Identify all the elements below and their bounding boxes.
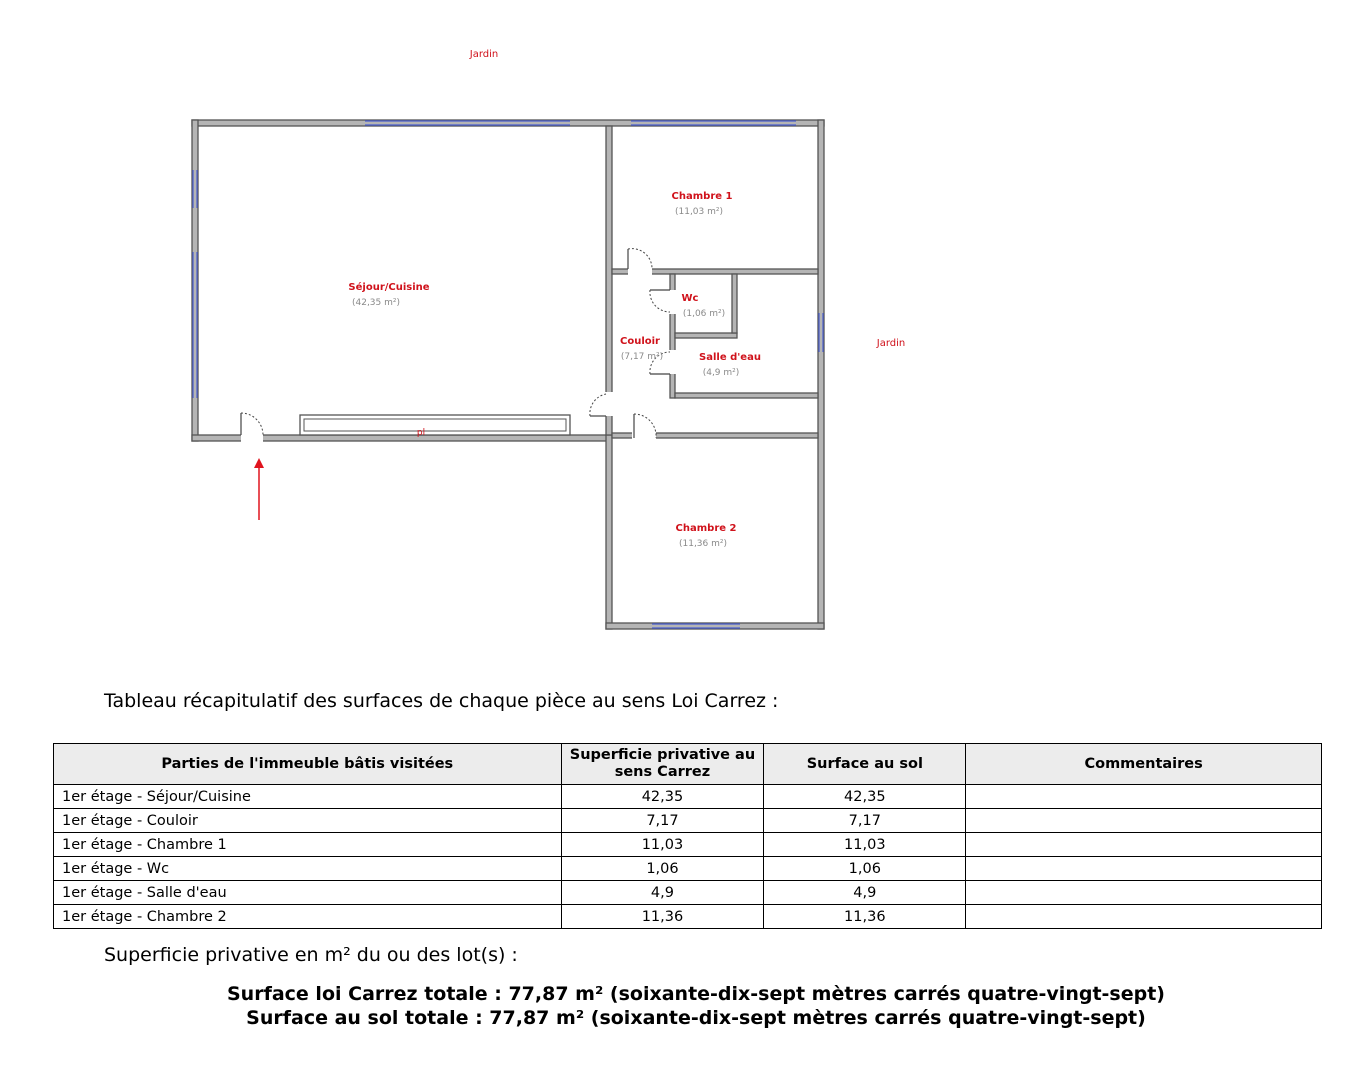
cell-partie: 1er étage - Chambre 2 <box>54 905 562 929</box>
room-name-couloir: Couloir <box>620 336 660 347</box>
cell-sol: 4,9 <box>764 881 966 905</box>
cell-commentaire <box>966 881 1322 905</box>
room-name-chambre-1: Chambre 1 <box>671 191 733 202</box>
header-parties: Parties de l'immeuble bâtis visitées <box>54 744 562 785</box>
table-row <box>54 809 1322 833</box>
cell-carrez: 1,06 <box>561 857 764 881</box>
cell-partie: 1er étage - Séjour/Cuisine <box>54 785 562 809</box>
garden-label-top: Jardin <box>469 49 499 60</box>
table-row <box>54 905 1322 929</box>
table-row <box>54 857 1322 881</box>
cell-partie: 1er étage - Chambre 1 <box>54 833 562 857</box>
room-area-salle-deau: (4,9 m²) <box>702 368 740 378</box>
cell-carrez: 11,03 <box>561 833 764 857</box>
total-carrez: Surface loi Carrez totale : 77,87 m² (soixante-dix-sept mètres carrés quatre-vingt-sept) <box>227 983 1165 1005</box>
cell-carrez: 11,36 <box>561 905 764 929</box>
cell-commentaire <box>966 785 1322 809</box>
room-area-wc: (1,06 m²) <box>682 309 726 319</box>
total-sol: Surface au sol totale : 77,87 m² (soixante-dix-sept mètres carrés quatre-vingt-sept) <box>246 1007 1146 1029</box>
table-row <box>54 833 1322 857</box>
room-area-chambre-2: (11,36 m²) <box>678 539 728 549</box>
cell-sol: 42,35 <box>764 785 966 809</box>
room-name-chambre-2: Chambre 2 <box>675 523 737 534</box>
cell-sol: 11,36 <box>764 905 966 929</box>
cell-partie: 1er étage - Wc <box>54 857 562 881</box>
table-row <box>54 881 1322 905</box>
room-area-sejour: (42,35 m²) <box>351 298 401 308</box>
cell-sol: 1,06 <box>764 857 966 881</box>
surface-table <box>53 743 1322 929</box>
cell-partie: 1er étage - Salle d'eau <box>54 881 562 905</box>
cell-partie: 1er étage - Couloir <box>54 809 562 833</box>
table-row <box>54 785 1322 809</box>
closet-label: pl <box>416 428 426 438</box>
room-name-salle-deau: Salle d'eau <box>699 352 761 363</box>
table-header-row <box>54 744 1322 785</box>
room-area-chambre-1: (11,03 m²) <box>674 207 724 217</box>
cell-carrez: 42,35 <box>561 785 764 809</box>
cell-carrez: 7,17 <box>561 809 764 833</box>
cell-sol: 11,03 <box>764 833 966 857</box>
cell-commentaire <box>966 857 1322 881</box>
cell-sol: 7,17 <box>764 809 966 833</box>
garden-label-right: Jardin <box>876 338 906 349</box>
entry-arrow-icon <box>254 458 264 520</box>
room-name-wc: Wc <box>681 293 699 304</box>
room-name-sejour: Séjour/Cuisine <box>348 282 430 293</box>
cell-commentaire <box>966 905 1322 929</box>
header-superficie-carrez: Superficie privative au sens Carrez <box>561 744 764 785</box>
summary-intro: Tableau récapitulatif des surfaces de chaque pièce au sens Loi Carrez : <box>104 690 779 712</box>
cell-commentaire <box>966 833 1322 857</box>
room-area-couloir: (7,17 m²) <box>620 352 664 362</box>
cell-carrez: 4,9 <box>561 881 764 905</box>
header-commentaires: Commentaires <box>966 744 1322 785</box>
cell-commentaire <box>966 809 1322 833</box>
lot-superficie-intro: Superficie privative en m² du ou des lot(s) : <box>104 944 518 966</box>
header-surface-sol: Surface au sol <box>764 744 966 785</box>
